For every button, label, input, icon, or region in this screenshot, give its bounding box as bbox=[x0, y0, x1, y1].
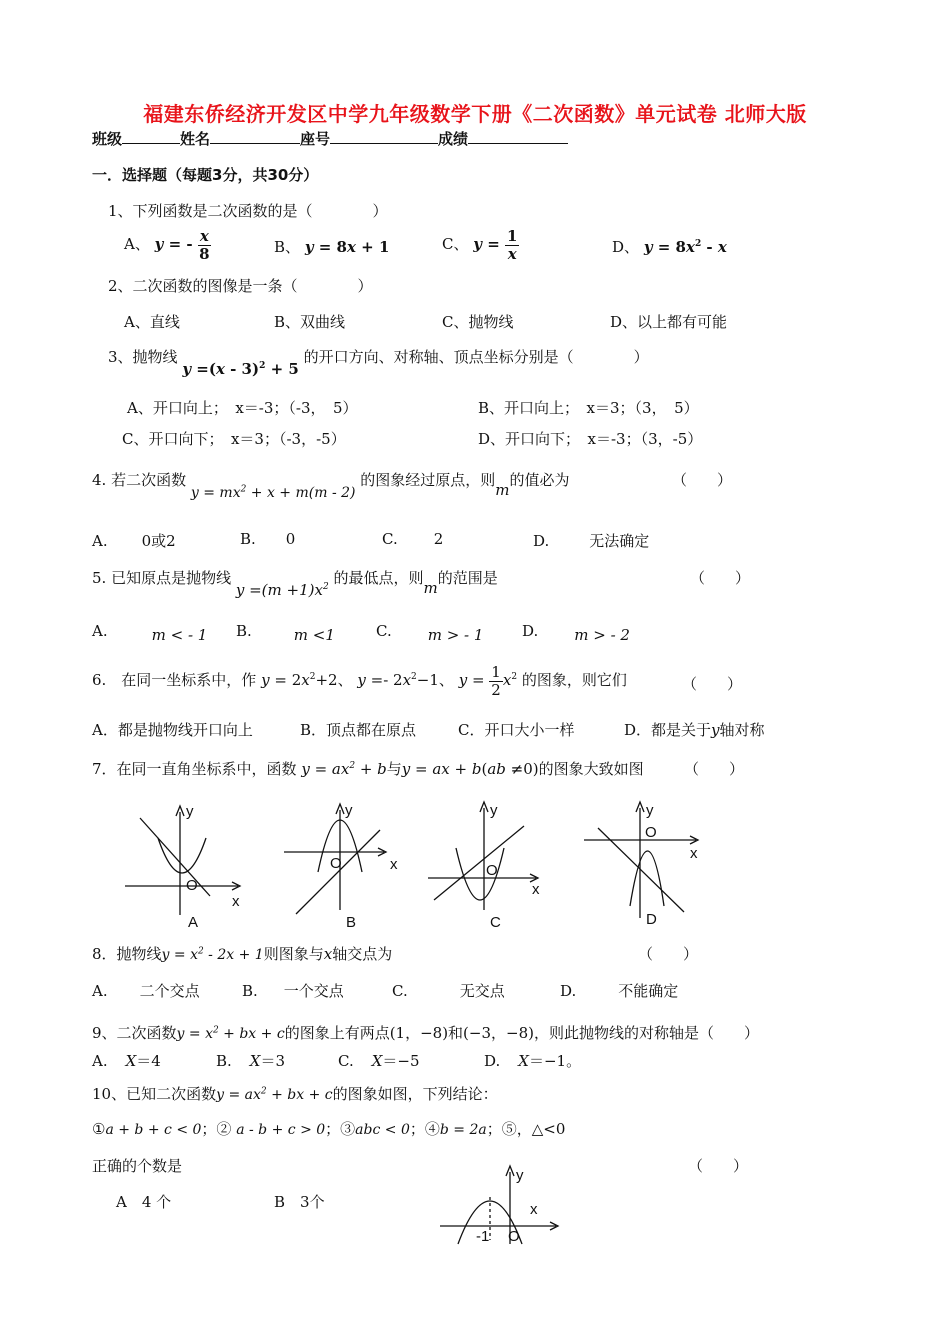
q1-option-d: D、 $y = 8x^2 - x$ bbox=[612, 238, 727, 256]
graph-b-origin: O bbox=[330, 855, 342, 872]
student-info-line bbox=[92, 128, 568, 149]
q7-stem: 7．在同一直角坐标系中，函数 $y = ax^2 + b$与y = ax + b(ab ≠0)的图象大致如图 bbox=[92, 760, 644, 778]
q7-paren: （ ） bbox=[684, 760, 745, 778]
q8-stem: 8．抛物线$y = x^2 - 2x + 1$则图象与x轴交点为 bbox=[92, 945, 393, 963]
q2-option-c: C、抛物线 bbox=[442, 313, 514, 331]
q4-stem: 4. 若二次函数 $y = mx^2 + x + m(m - 2)$ 的图象经过原点，则m的值必为 bbox=[92, 471, 570, 501]
q9-stem: 9、二次函数$y = x^2$ + bx + c的图象上有两点(1，−8)和(−3，−8)，则此抛物线的对称轴是（ ） bbox=[92, 1024, 759, 1042]
q10-graph-neg1: -1 bbox=[476, 1228, 490, 1245]
q6-paren: （ ） bbox=[682, 675, 743, 693]
name-blank bbox=[210, 129, 300, 144]
graph-b-x-label: x bbox=[390, 856, 398, 873]
q3-option-a: A、开口向上； x＝-3；（-3， 5） bbox=[127, 399, 358, 417]
q2-option-b: B、双曲线 bbox=[274, 313, 346, 331]
score-label: 成绩 bbox=[438, 130, 469, 148]
q8-option-a: A. 二个交点 bbox=[92, 982, 200, 1000]
q8-option-d: D. 不能确定 bbox=[560, 982, 679, 1000]
q6-option-d: D．都是关于y轴对称 bbox=[624, 721, 765, 739]
q5-option-c: C. m > - 1 bbox=[376, 622, 484, 644]
q10-paren: （ ） bbox=[688, 1157, 749, 1175]
graph-c-y-label: y bbox=[490, 802, 498, 819]
q6-stem: 6. 在同一坐标系中，作 $y = 2x^2+2$、 $y =- 2x^2-1$、 y = $\frac{1}{2}$ $x^2$ 的图象，则它们 bbox=[92, 663, 627, 699]
graph-a-y-label: y bbox=[186, 803, 194, 820]
q4-option-d: D. 无法确定 bbox=[533, 532, 650, 550]
q9-option-c: C. X＝−5 bbox=[338, 1052, 420, 1070]
q3-option-d: D、开口向下； x＝-3；（3，-5） bbox=[478, 430, 703, 448]
q6-option-b: B．顶点都在原点 bbox=[300, 721, 417, 739]
graph-a-origin: O bbox=[186, 877, 198, 894]
q2-option-d: D、以上都有可能 bbox=[610, 313, 728, 331]
graph-b-y-label: y bbox=[345, 802, 353, 819]
name-label: 姓名 bbox=[180, 130, 211, 148]
graph-c-label: C bbox=[490, 914, 501, 931]
q5-option-b: B. m <1 bbox=[236, 622, 335, 644]
q10-graph-origin: O bbox=[508, 1228, 520, 1245]
q9-option-d: D. X＝−1。 bbox=[484, 1052, 582, 1070]
seat-blank bbox=[330, 129, 438, 144]
q3-option-c: C、开口向下； x＝3；（-3，-5） bbox=[122, 430, 346, 448]
q4-option-a: A. 0或2 bbox=[92, 532, 176, 550]
q1-option-c: C、 y = $\frac{1}{x}$ bbox=[442, 227, 518, 263]
q4-paren: （ ） bbox=[672, 471, 733, 489]
q1-stem: 1、下列函数是二次函数的是（ ） bbox=[108, 202, 388, 220]
class-blank bbox=[122, 129, 180, 144]
graph-d-y-label: y bbox=[646, 802, 654, 819]
seat-label: 座号 bbox=[300, 130, 331, 148]
q5-paren: （ ） bbox=[690, 569, 751, 587]
q5-option-a: A. m < - 1 bbox=[92, 622, 208, 644]
q10-graph-x-label: x bbox=[530, 1201, 538, 1218]
q5-option-d: D. m > - 2 bbox=[522, 622, 630, 644]
q1-option-a: A、 y = - $\frac{x}{8}$ bbox=[124, 227, 210, 263]
q5-stem: 5. 已知原点是抛物线 $y =(m +1)x^2$ 的最低点，则m的范围是 bbox=[92, 569, 498, 599]
graph-d-label: D bbox=[646, 911, 657, 928]
graph-a-label: A bbox=[188, 914, 199, 931]
graph-d-origin: O bbox=[645, 824, 657, 841]
graph-b-label: B bbox=[346, 914, 357, 931]
q10-graph-y-label: y bbox=[516, 1167, 524, 1184]
q6-option-a: A．都是抛物线开口向上 bbox=[92, 721, 253, 739]
q8-option-b: B. 一个交点 bbox=[242, 982, 344, 1000]
q8-option-c: C. 无交点 bbox=[392, 982, 505, 1000]
q10-count: 正确的个数是 bbox=[92, 1157, 183, 1175]
graph-c-origin: O bbox=[486, 862, 498, 879]
score-blank bbox=[468, 129, 568, 144]
graph-a-x-label: x bbox=[232, 893, 240, 910]
graph-d-x-label: x bbox=[690, 845, 698, 862]
q10-stem: 10、已知二次函数$y = ax^2$ + bx + c的图象如图，下列结论： bbox=[92, 1085, 498, 1103]
q10-option-a: A 4 个 bbox=[116, 1193, 172, 1211]
q7-graphs bbox=[0, 790, 950, 940]
q6-option-c: C．开口大小一样 bbox=[458, 721, 575, 739]
q10-graph bbox=[430, 1155, 570, 1255]
q2-option-a: A、直线 bbox=[124, 313, 180, 331]
section-heading: 一．选择题（每题3分，共30分） bbox=[92, 166, 319, 184]
class-label: 班级 bbox=[92, 130, 123, 148]
q4-option-c: C. 2 bbox=[382, 530, 444, 548]
q8-paren: （ ） bbox=[638, 945, 699, 963]
page-title: 福建东侨经济开发区中学九年级数学下册《二次函数》单元试卷 北师大版 bbox=[143, 102, 807, 126]
q4-option-b: B. 0 bbox=[240, 530, 296, 548]
graph-c-x-label: x bbox=[532, 881, 540, 898]
q3-stem: 3、抛物线 y =(x - 3)$^2$ + 5 的开口方向、对称轴、顶点坐标分别是（ ） bbox=[108, 348, 649, 378]
q1-option-b: B、 y = 8x + 1 bbox=[274, 238, 390, 256]
q2-stem: 2、二次函数的图像是一条（ ） bbox=[108, 277, 373, 295]
q9-option-a: A. X＝4 bbox=[92, 1052, 161, 1070]
q10-conclusions: ①a + b + c < 0；② a - b + c > 0；③abc < 0；④b = 2a；⑤，△<0 bbox=[92, 1120, 566, 1138]
q10-option-b: B 3个 bbox=[274, 1193, 325, 1211]
q9-option-b: B. X＝3 bbox=[216, 1052, 286, 1070]
q3-option-b: B、开口向上； x＝3；（3， 5） bbox=[478, 399, 699, 417]
